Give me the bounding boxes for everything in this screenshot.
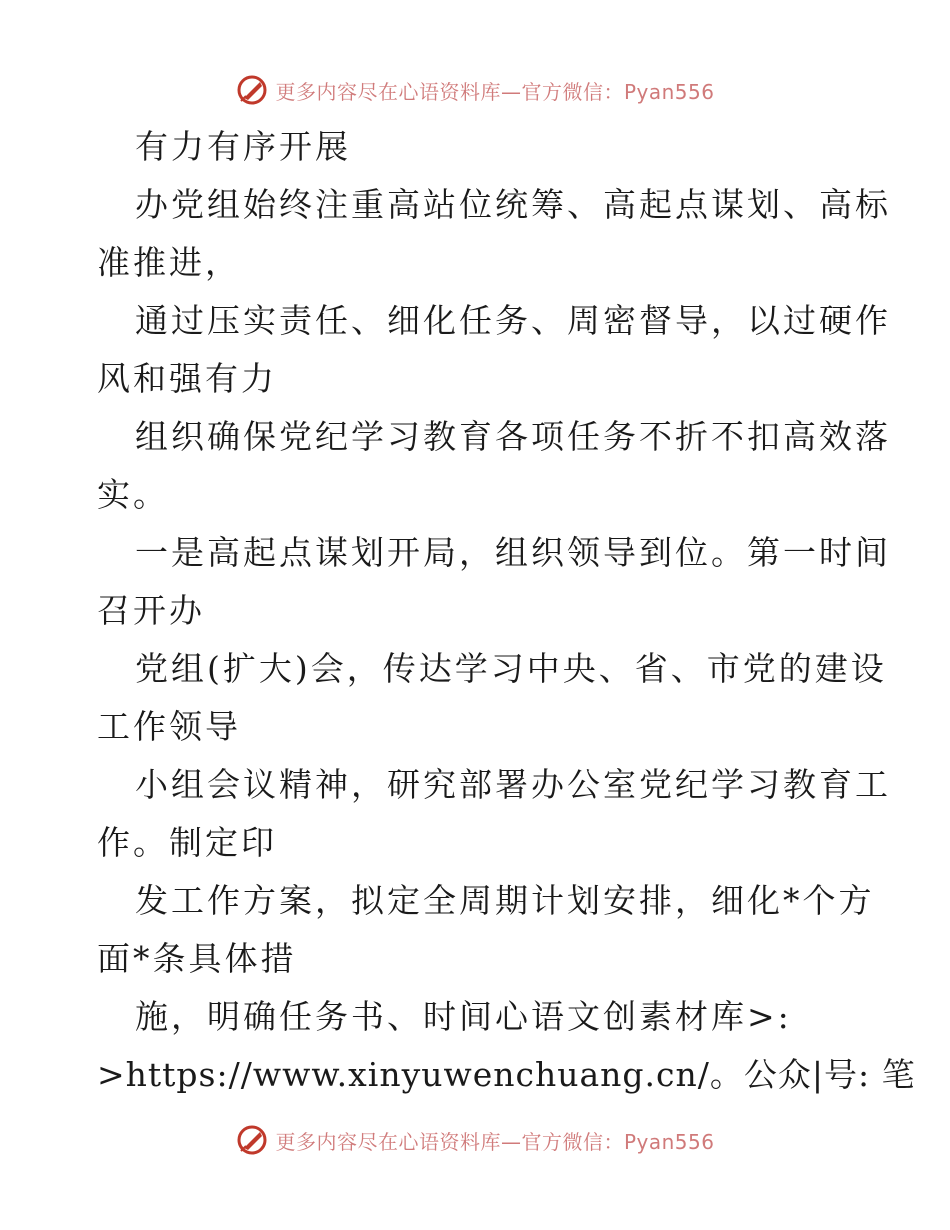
footer-watermark xyxy=(0,1120,950,1160)
text-line: 办党组始终注重高站位统筹、高起点谋划、高标 xyxy=(135,185,891,224)
text-line: 施，明确任务书、时间心语文创素材库>: xyxy=(135,997,792,1036)
text-line: 组织确保党纪学习教育各项任务不折不扣高效落 xyxy=(135,417,891,456)
text-line: 一是高起点谋划开局，组织领导到位。第一时间 xyxy=(135,533,891,572)
text-line: 面*条具体措 xyxy=(97,939,297,978)
text-line: 小组会议精神，研究部署办公室党纪学习教育工 xyxy=(135,765,891,804)
text-line: 通过压实责任、细化任务、周密督导，以过硬作 xyxy=(135,301,891,340)
quill-pen-circle-icon xyxy=(235,1123,269,1157)
text-line: 作。制定印 xyxy=(97,823,277,862)
text-line: 有力有序开展 xyxy=(135,127,351,166)
header-watermark xyxy=(0,70,950,110)
header-watermark-text: 更多内容尽在心语资料库—官方微信：Pyan556 xyxy=(275,79,715,104)
text-line: 准推进， xyxy=(97,243,241,282)
text-line: 党组(扩大)会，传达学习中央、省、市党的建设 xyxy=(135,649,887,688)
text-line: 实。 xyxy=(97,475,169,514)
text-line: 风和强有力 xyxy=(97,359,277,398)
document-body xyxy=(97,118,916,1104)
text-line: 召开办 xyxy=(97,591,205,630)
text-line: >https://www.xinyuwenchuang.cn/。公众|号: 笔 xyxy=(97,1055,916,1094)
quill-pen-circle-icon xyxy=(235,73,269,107)
footer-watermark-text: 更多内容尽在心语资料库—官方微信：Pyan556 xyxy=(275,1129,715,1154)
text-line: 发工作方案，拟定全周期计划安排，细化*个方 xyxy=(135,881,875,920)
text-line: 工作领导 xyxy=(97,707,241,746)
